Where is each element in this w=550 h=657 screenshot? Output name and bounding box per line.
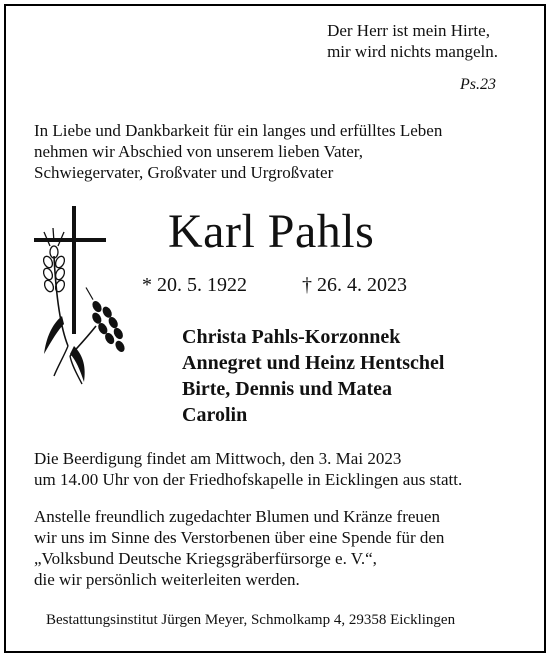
funeral-home-footer: Bestattungsinstitut Jürgen Meyer, Schmolkamp 4, 29358 Eicklingen (46, 612, 456, 628)
cross-horizontal-bar (34, 238, 106, 242)
verse-reference: Ps.23 (460, 76, 496, 93)
intro-line: In Liebe und Dankbarkeit für ein langes und erfülltes Leben (34, 121, 443, 140)
family-names (182, 324, 444, 428)
verse-line: mir wird nichts mangeln. (327, 42, 498, 61)
donation-info (34, 506, 444, 590)
birth-date: * 20. 5. 1922 (142, 274, 247, 296)
bible-verse (327, 20, 498, 62)
donation-line: wir uns im Sinne des Verstorbenen über eine Spende für den (34, 528, 445, 547)
donation-line: die wir persönlich weiterleiten werden. (34, 570, 300, 589)
intro-line: nehmen wir Abschied von unserem lieben Vater, (34, 142, 364, 161)
cross-vertical-bar (72, 206, 76, 334)
family-line: Annegret und Heinz Hentschel (182, 352, 445, 374)
funeral-line: Die Beerdigung findet am Mittwoch, den 3. Mai 2023 (34, 449, 402, 468)
verse-line: Der Herr ist mein Hirte, (327, 21, 490, 40)
family-line: Carolin (182, 404, 248, 426)
funeral-info (34, 448, 462, 490)
family-line: Christa Pahls-Korzonnek (182, 326, 401, 348)
funeral-line: um 14.00 Uhr von der Friedhofskapelle in Eicklingen aus statt. (34, 470, 463, 489)
donation-line: Anstelle freundlich zugedachter Blumen und Kränze freuen (34, 507, 440, 526)
cross-with-wheat-icon (34, 206, 144, 396)
death-date: † 26. 4. 2023 (302, 274, 407, 296)
obituary-notice (4, 4, 546, 653)
family-line: Birte, Dennis und Matea (182, 378, 392, 400)
donation-line: „Volksbund Deutsche Kriegsgräberfürsorge e. V.“, (34, 549, 377, 568)
intro-line: Schwiegervater, Großvater und Urgroßvater (34, 163, 334, 182)
intro-text (34, 120, 442, 183)
deceased-name: Karl Pahls (168, 205, 375, 258)
